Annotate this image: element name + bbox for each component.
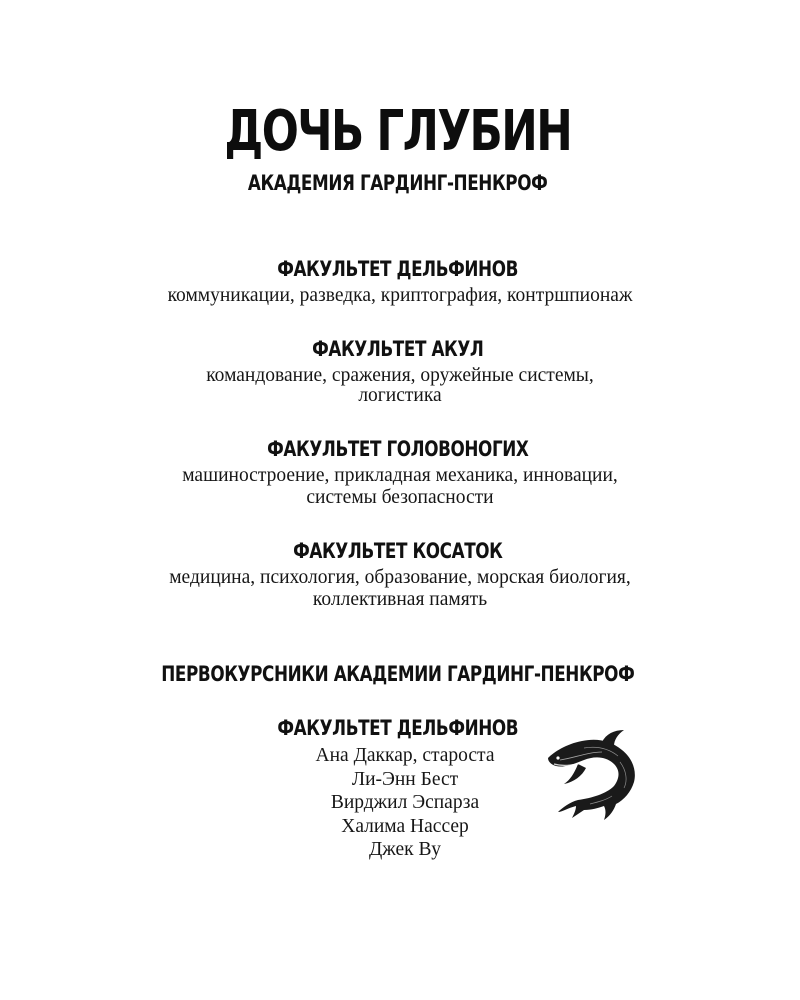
member-name: Халима Нассер [341, 815, 469, 837]
faculty-heading-dolphins: ФАКУЛЬТЕТ ДЕЛЬФИНОВ [277, 257, 519, 281]
member-name: Джек Ву [368, 839, 442, 860]
faculty-description-orcas-line1: медицина, психология, образование, морская биология, [169, 567, 631, 588]
book-title: ДОЧЬ ГЛУБИН [224, 99, 572, 164]
faculty-description-sharks-line2: логистика [358, 385, 442, 406]
faculty-description-orcas-line2: коллективная память [312, 589, 488, 610]
dolphin-icon [544, 728, 640, 824]
member-name: Ли-Энн Бест [351, 768, 459, 790]
freshmen-heading: ПЕРВОКУРСНИКИ АКАДЕМИИ ГАРДИНГ-ПЕНКРОФ [161, 662, 635, 686]
member-name: Ана Даккар, староста [315, 745, 495, 766]
faculty-description-cephalopods-line1: машиностроение, прикладная механика, инновации, [182, 465, 618, 486]
member-name: Вирджил Эспарза [330, 792, 480, 813]
faculty-description-cephalopods-line2: системы безопасности [306, 487, 494, 508]
freshmen-dolphins-heading: ФАКУЛЬТЕТ ДЕЛЬФИНОВ [277, 716, 519, 740]
faculty-description-dolphins: коммуникации, разведка, криптография, контршпионаж [167, 285, 633, 306]
book-subtitle: АКАДЕМИЯ ГАРДИНГ-ПЕНКРОФ [247, 171, 548, 195]
faculty-heading-orcas: ФАКУЛЬТЕТ КОСАТОК [293, 539, 503, 563]
dolphin-members-list [290, 744, 520, 862]
faculty-heading-sharks: ФАКУЛЬТЕТ АКУЛ [312, 337, 484, 361]
faculty-heading-cephalopods: ФАКУЛЬТЕТ ГОЛОВОНОГИХ [267, 437, 529, 461]
faculty-description-sharks-line1: командование, сражения, оружейные системы, [206, 365, 594, 386]
